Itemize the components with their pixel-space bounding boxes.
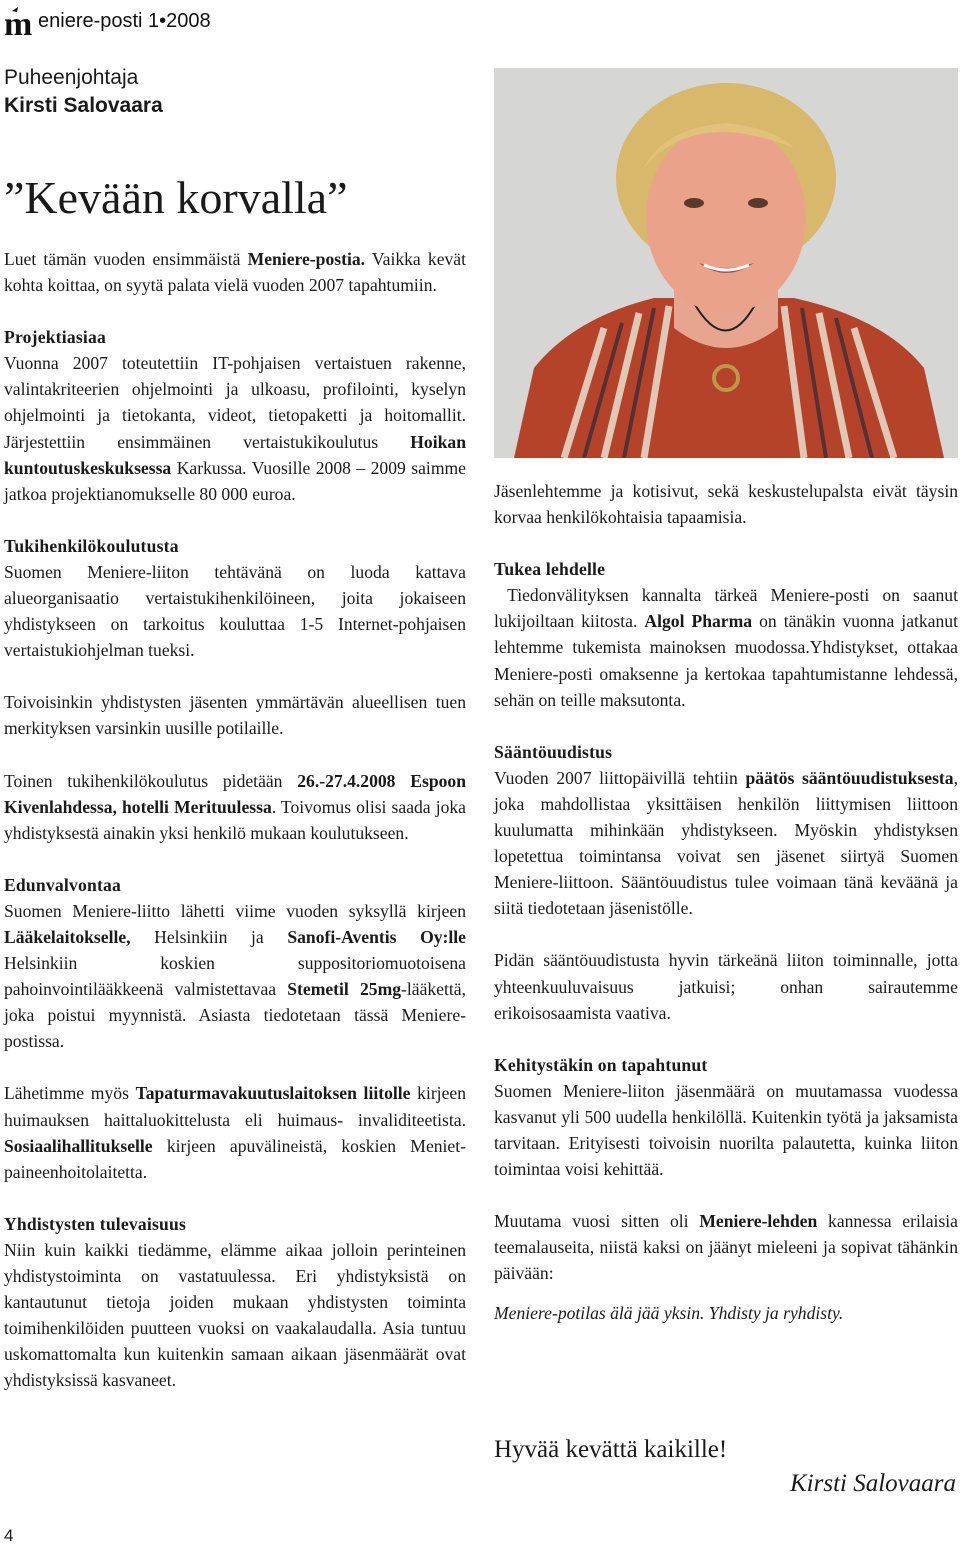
meniere-logo-icon (4, 5, 36, 37)
publication-title: eniere-posti 1•2008 (38, 9, 211, 32)
section-heading: Edunvalvontaa (4, 874, 122, 895)
section-heading: Tukihenkilökoulutusta (4, 535, 179, 556)
closing-greeting: Hyvää kevättä kaikille! (494, 1436, 728, 1463)
section-heading: Yhdistysten tulevaisuus (4, 1213, 187, 1234)
tukea-section: Tukea lehdelle Tiedonvälityksen kannalta tärkeä Meniere-posti on saanut lukijoiltaan kiitosta. Algol Pharma on tänäkin vuonna jatkanut lehtemme tukemista mainoksen muodossa.Yhdistykset, ottakaa Meniere-posti omaksenne ja kertokaa tapahtumistanne lehdessä, sehän on teille maksutonta. (494, 559, 958, 710)
page-number: 4 (4, 1526, 14, 1545)
section-heading: Tukea lehdelle (494, 559, 606, 580)
section-heading: Sääntöuudistus (494, 741, 613, 762)
tuki-section: Tukihenkilökoulutusta Suomen Meniere-liiton tehtävänä on luoda kattava alueorganisaatio vertaistukihenkilöineen, joita jokaiseen yhdistykseen on tarkoitus kouluttaa 1-5 Internet-pohjaisen vertaistukiohjelman tueksi. (4, 535, 466, 661)
pidan-paragraph: Pidän sääntöuudistusta hyvin tärkeänä liiton toiminnalle, jotta yhteenkuuluvaisuus jatkuisi; onhan sairautemme erikoisosaamista vaativa. (494, 950, 958, 1023)
author-block (4, 64, 163, 120)
right-column (494, 478, 958, 1345)
author-name: Kirsti Salovaara (4, 94, 163, 117)
section-heading: Kehitystäkin on tapahtunut (494, 1054, 708, 1075)
projekti-section: Projektiasiaa Vuonna 2007 toteutettiin IT-pohjaisen vertaistuen rakenne, valintakriteerien ohjelmointi ja ulkoasu, profilointi, kyselyn ohjelmointi ja tietokanta, videot, tietopaketti ja hoitomallit. Järjestettiin ensimmäinen vertaistukikoulutus Hoikan kuntoutuskeskuksessa Karkussa. Vuosille 2008 – 2009 saimme jatkoa projektianomukselle 80 000 euroa. (4, 327, 466, 504)
right-intro-paragraph: Jäsenlehtemme ja kotisivut, sekä keskustelupalsta eivät täysin korvaa henkilökohtaisia tapaamisia. (494, 481, 958, 528)
masthead (4, 4, 211, 38)
signature: Kirsti Salovaara (790, 1470, 956, 1497)
intro-paragraph: Luet tämän vuoden ensimmäistä Meniere-postia. Vaikka kevät kohta koittaa, on syytä palata vielä vuoden 2007 tapahtumiin. (4, 249, 466, 296)
saanto-section: Sääntöuudistus Vuoden 2007 liittopäivillä tehtiin päätös sääntöuudistuksesta, joka mahdollistaa yksittäisen henkilön liittymisen liittoon kuulumatta mihinkään yhdistykseen. Myöskin yhdistyksen lopetettua toimintansa voivat sen jäsenet siirtyä Suomen Meniere-liittoon. Sääntöuudistus tulee voimaan tänä keväänä ja siitä tiedotetaan jäsenistölle. (494, 741, 958, 919)
article-headline: ”Kevään korvalla” (4, 172, 348, 223)
tulevaisuus-section: Yhdistysten tulevaisuus Niin kuin kaikki tiedämme, elämme aikaa jolloin perinteinen yhdistystoiminta on vastatuulessa. Eri yhdistyksistä on kantautunut tietoja joiden mukaan yhdistysten toiminta toimihenkilöiden puutteen vuoksi on vaakalaudalla. Asia tuntuu uskomattomalta kun kuitenkin samaan aikaan jäsenmäärät ovat yhdistyksissä kasvaneet. (4, 1213, 466, 1391)
section-heading: Projektiasiaa (4, 327, 106, 348)
tuki-paragraph-3: Toinen tukihenkilökoulutus pidetään 26.-27.4.2008 Espoon Kivenlahdessa, hotelli Merituulessa. Toivomus olisi saada joka yhdistyksestä ainakin yksi henkilö mukaan koulutukseen. (4, 770, 466, 843)
kehitys-section: Kehitystäkin on tapahtunut Suomen Meniere-liiton jäsenmäärä on muutamassa vuodessa kasvanut yli 500 uudella henkilöllä. Kuitenkin työtä ja jaksamista tarvitaan. Erityisesti toivoisin nuorilta palautetta, kuinka liiton toimintaa voisi kehittää. (494, 1054, 958, 1180)
muutama-paragraph: Muutama vuosi sitten oli Meniere-lehden kannessa erilaisia teemalauseita, niistä kaksi on jäänyt mieleeni ja sopivat tähänkin päivään: (494, 1211, 958, 1284)
edunvalvonta-paragraph-2: Lähetimme myös Tapaturmavakuutuslaitoksen liitolle kirjeen huimauksen haittaluokittelusta eli huimaus- invaliditeetista. Sosiaalihallitukselle kirjeen apuvälineistä, koskien Meniet-paineenhoitolaitetta. (4, 1083, 466, 1182)
left-column (4, 246, 466, 1419)
tuki-paragraph-2: Toivoisinkin yhdistysten jäsenten ymmärtävän alueellisen tuen merkityksen varsinkin uusille potilaille. (4, 692, 466, 739)
edunvalvonta-section: Edunvalvontaa Suomen Meniere-liitto lähetti viime vuoden syksyllä kirjeen Lääkelaitokselle, Helsinkiin ja Sanofi-Aventis Oy:lle Helsinkiin koskien suppositoriomuotoisena pahoinvointilääkkeenä valmistettavaa Stemetil 25mg-lääkettä, joka poistui myynnistä. Asiasta tiedotetaan tässä Meniere-postissa. (4, 874, 467, 1052)
author-role: Puheenjohtaja (4, 66, 139, 89)
slogan-quote: Meniere-potilas älä jää yksin. Yhdisty ja ryhdisty. (494, 1303, 844, 1324)
svg-text:m: m (4, 6, 33, 37)
author-portrait (494, 68, 958, 458)
